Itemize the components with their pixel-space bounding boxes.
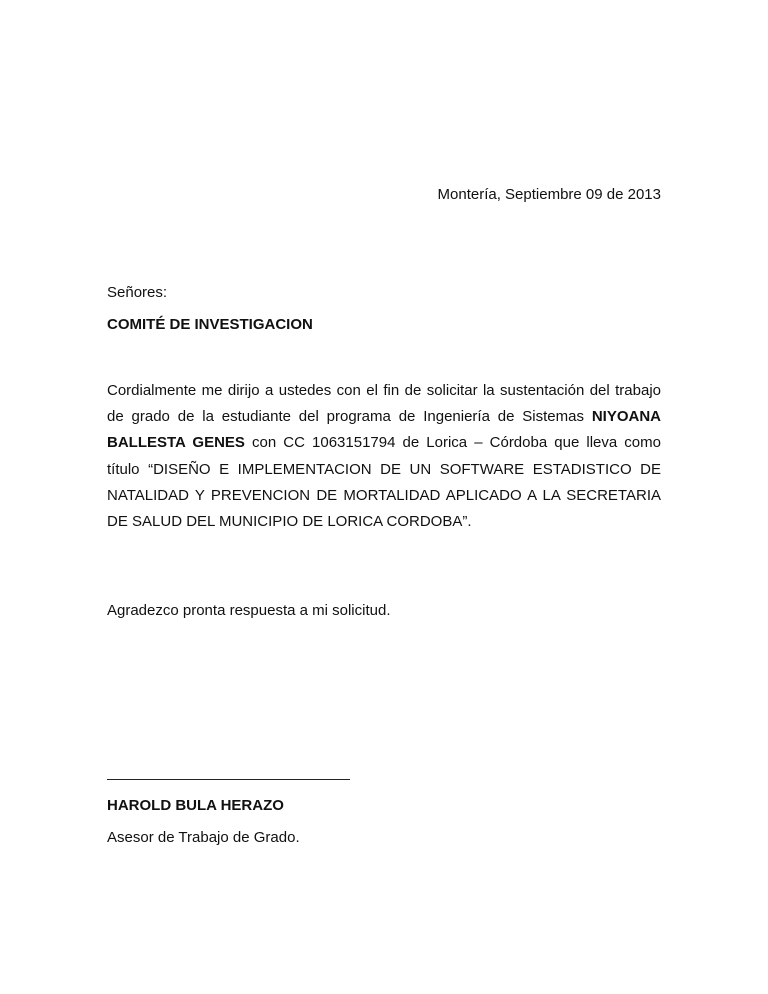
signature-line	[107, 779, 350, 780]
signer-role: Asesor de Trabajo de Grado.	[107, 829, 300, 846]
closing-line: Agradezco pronta respuesta a mi solicitud.	[107, 602, 391, 619]
signer-name: HAROLD BULA HERAZO	[107, 797, 284, 814]
student-name: NIYOANA BALLESTA GENES	[107, 408, 661, 452]
letter-date: Montería, Septiembre 09 de 2013	[437, 186, 661, 203]
recipient-heading: COMITÉ DE INVESTIGACION	[107, 316, 313, 333]
body-text-start: Cordialmente me dirijo a ustedes con el fin de solicitar la sustentación del trabajo de grado de la estudiante del programa de Ingeniería de Sistemas	[107, 382, 661, 426]
body-paragraph	[107, 378, 661, 535]
body-text-end: con CC 1063151794 de Lorica – Córdoba que lleva como título “DISEÑO E IMPLEMENTACION DE UN SOFTWARE ESTADISTICO DE NATALIDAD Y PREVENCION DE MORTALIDAD APLICADO A LA SECRETARIA DE SALUD DEL MUNICIPIO DE LORICA CORDOBA”.	[107, 434, 661, 531]
salutation: Señores:	[107, 284, 168, 301]
